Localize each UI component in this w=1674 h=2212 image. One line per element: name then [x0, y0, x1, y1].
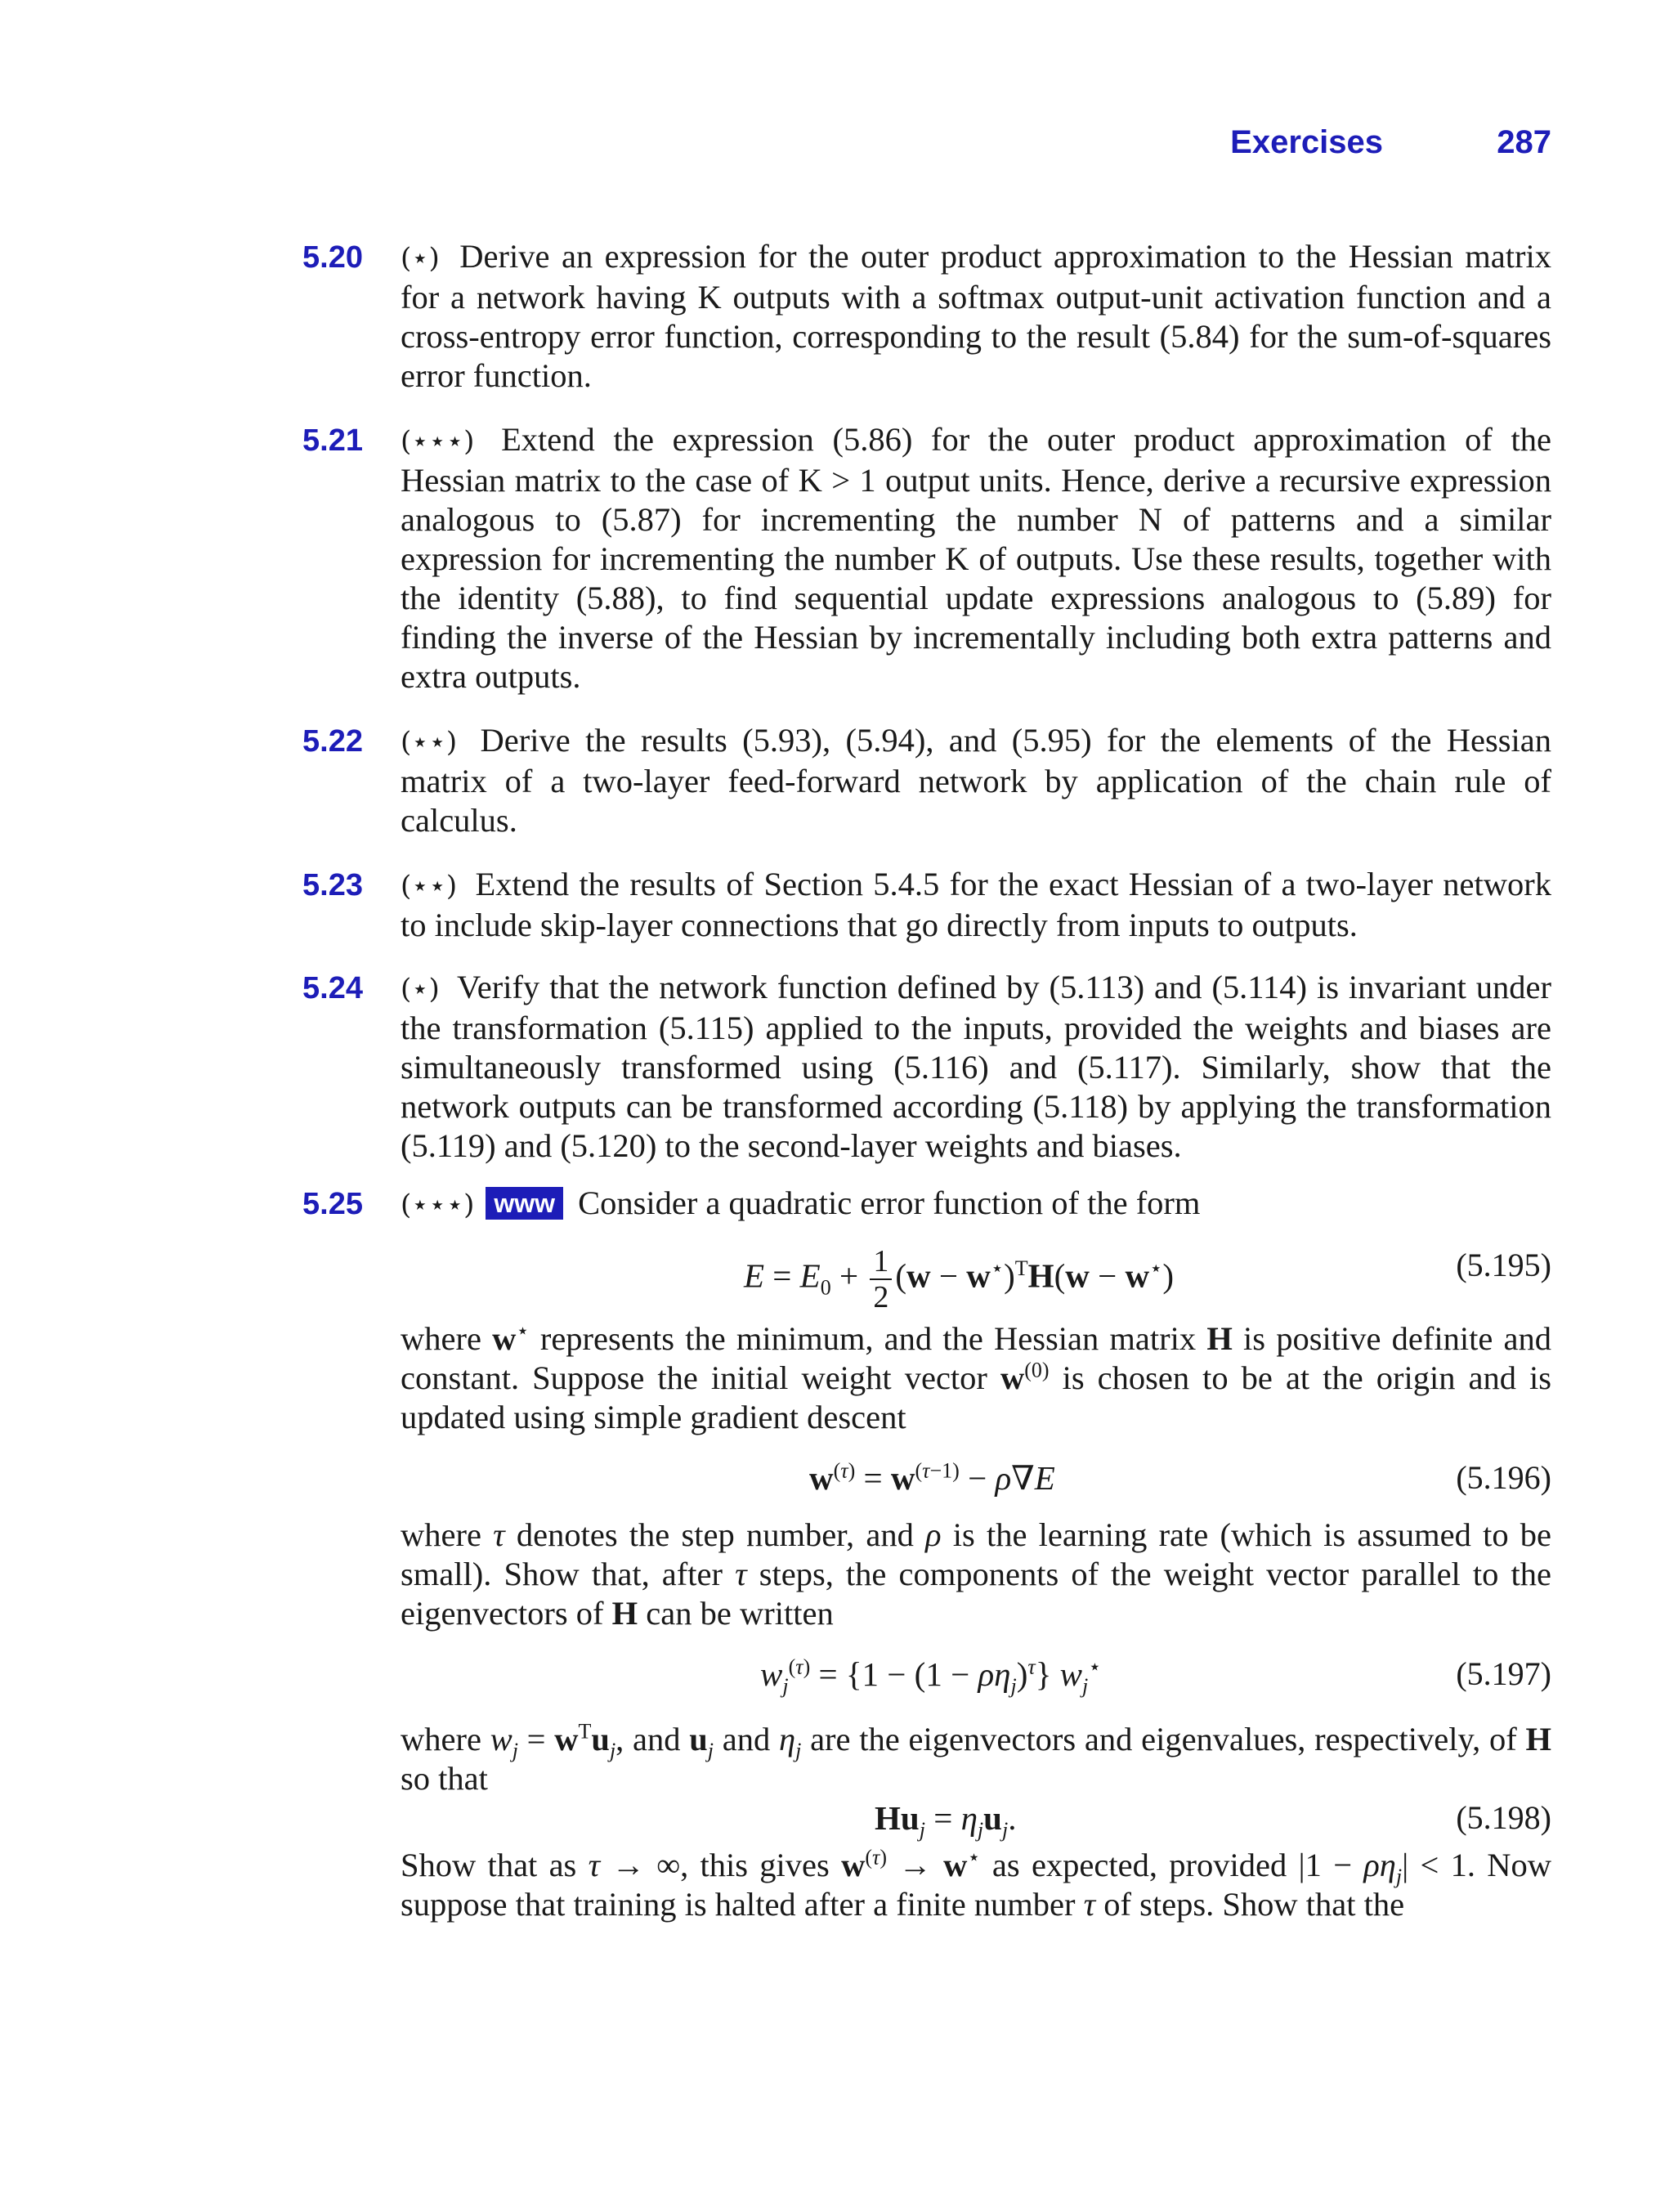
- equation-5-197: [401, 1643, 1551, 1708]
- exercise-text: (⋆⋆⋆) www Consider a quadratic error function of the form $E = E_0$ + $\frac{1}{2}$ $(w - w^⋆)^TH(w - w^⋆)$ (5.195) where w⋆ represents the minimum, and the Hessian matrix H is positive definite and constant. Suppose the initial weight vector $w^{(0)}$ is chosen to be at the origin and is updated using simple gradient descent $w^{(\tau)} = w^{(\tau-1)} - \rho\nabla E$ (5.196) where τ denotes the step number, and ρ is the learning rate (which is assumed to be small). Show that, after τ steps, the components of the weight vector parallel to the eigenvectors of H can be written $w_j^{(\tau)} = \{1 - (1 - \rho\eta_j)^\tau\}$ $w_j^⋆$ (5.197) where $w_j = w^Tu_j$, and $u_j$ and $\eta_j$ are the eigenvectors and eigenvalues, respectively, of H so that $Hu_j = \eta_ju_j$. (5.198) Show that as τ → ∞, this gives $w^{(\tau)} \to w^⋆$ as expected, provided $|1 - \rho\eta_j| < 1$. Now suppose that training is halted after a finite number τ of steps. Show that the: [401, 1184, 1552, 1923]
- equation-body: $w_j^{(\tau)} = \{1 - (1 - \rho\eta_j)^\tau\}$ $w_j^⋆$: [760, 1655, 1102, 1699]
- exercise-text: [401, 420, 1551, 696]
- paragraph-text: Now suppose that training is halted after a finite number: [401, 1847, 1552, 1923]
- difficulty-stars: (⋆⋆⋆): [401, 1189, 475, 1221]
- paragraph-text: so that: [401, 1760, 488, 1797]
- exercise-5-23: [302, 865, 1551, 945]
- exercise-text: [401, 721, 1551, 840]
- equation-label: (5.195): [1456, 1247, 1551, 1283]
- exercise-number: 5.24: [302, 971, 363, 1005]
- exercise-body: Extend the results of Section 5.4.5 for the exact Hessian of a two-layer network to include skip-layer connections that go directly from inputs to outputs.: [401, 866, 1552, 943]
- equation-5-196: [401, 1447, 1551, 1504]
- paragraph-text: is the learning rate (which is assumed to be small). Show that, after: [401, 1516, 1552, 1592]
- exercise-intro: Consider a quadratic error function of the form: [578, 1184, 1201, 1221]
- paragraph-text: this gives: [700, 1847, 830, 1883]
- exercise-number: 5.23: [302, 868, 363, 902]
- paragraph-text: Show that as: [401, 1847, 577, 1883]
- exercise-number: 5.25: [302, 1187, 363, 1221]
- exercise-5-21: [302, 420, 1551, 696]
- exercise-5-22: [302, 721, 1551, 840]
- paragraph-text: steps, the components of the weight vector parallel to the eigenvectors of: [401, 1556, 1552, 1632]
- equation-label: (5.197): [1456, 1655, 1551, 1692]
- paragraph-text: of steps. Show that the: [1103, 1886, 1405, 1923]
- exercise-5-25: [302, 1184, 1551, 1924]
- exercise-number: 5.20: [302, 240, 363, 275]
- paragraph-text: is positive definite and constant. Suppose the initial weight vector: [401, 1320, 1552, 1396]
- exercise-number: 5.21: [302, 423, 363, 458]
- paragraph-text: represents the minimum, and the Hessian matrix: [539, 1320, 1197, 1357]
- running-head-section: Exercises: [1230, 124, 1383, 160]
- paragraph-text: denotes the step number, and: [516, 1516, 914, 1553]
- equation-body: $Hu_j = \eta_ju_j$.: [875, 1799, 1017, 1843]
- page-number: 287: [1497, 124, 1551, 160]
- exercise-body: Derive the results (5.93), (5.94), and (5.95) for the elements of the Hessian matrix of a two-layer feed-forward network by application of the chain rule of calculus.: [401, 722, 1552, 839]
- difficulty-stars: (⋆): [401, 242, 440, 275]
- exercise-5-20: [302, 237, 1551, 396]
- paragraph-text: are the eigenvectors and eigenvalues, respectively, of: [810, 1721, 1517, 1758]
- exercise-body: Derive an expression for the outer product approximation to the Hessian matrix for a network having K outputs with a softmax output-unit activation function and a cross-entropy error function, corresponding to the result (5.84) for the sum-of-squares error function.: [401, 238, 1551, 394]
- equation-5-195: [401, 1234, 1551, 1314]
- difficulty-stars: (⋆⋆): [401, 726, 458, 759]
- difficulty-stars: (⋆): [401, 973, 440, 1005]
- difficulty-stars: (⋆⋆): [401, 870, 458, 902]
- exercise-text: [401, 865, 1551, 945]
- paragraph-text: as expected, provided: [991, 1847, 1287, 1883]
- exercise-number: 5.22: [302, 724, 363, 759]
- exercise-body: Verify that the network function defined by (5.113) and (5.114) is invariant under the transformation (5.115) applied to the inputs, provided the weights and biases are simultaneously transformed using (5.116) and (5.117). Similarly, show that the network outputs can be transformed according (5.118) by applying the transformation (5.119) and (5.120) to the second-layer weights and biases.: [401, 969, 1551, 1164]
- exercise-text: [401, 237, 1551, 396]
- www-badge: www: [486, 1187, 563, 1220]
- paragraph-text: can be written: [646, 1595, 834, 1632]
- equation-label: (5.198): [1456, 1799, 1551, 1836]
- equation-body: $E = E_0$ + $\frac{1}{2}$ $(w - w^⋆)^TH(w - w^⋆)$: [744, 1244, 1175, 1314]
- equation-label: (5.196): [1456, 1459, 1551, 1496]
- paragraph-text: is chosen to be at the origin and is updated using simple gradient descent: [401, 1359, 1552, 1435]
- exercise-5-24: [302, 968, 1551, 1166]
- exercise-text: [401, 968, 1551, 1166]
- equation-5-198: [401, 1798, 1551, 1841]
- exercise-body: Extend the expression (5.86) for the outer product approximation of the Hessian matrix to the case of K > 1 output units. Hence, derive a recursive expression analogous to (5.87) for incrementing the number N of patterns and a similar expression for incrementing the number K of outputs. Use these results, together with the identity (5.88), to find sequential update expressions analogous to (5.89) for finding the inverse of the Hessian by incrementally including both extra patterns and extra outputs.: [401, 421, 1551, 695]
- equation-body: $w^{(\tau)} = w^{(\tau-1)} - \rho\nabla E$: [809, 1458, 1055, 1497]
- difficulty-stars: (⋆⋆⋆): [401, 425, 475, 458]
- running-head: [0, 124, 1551, 173]
